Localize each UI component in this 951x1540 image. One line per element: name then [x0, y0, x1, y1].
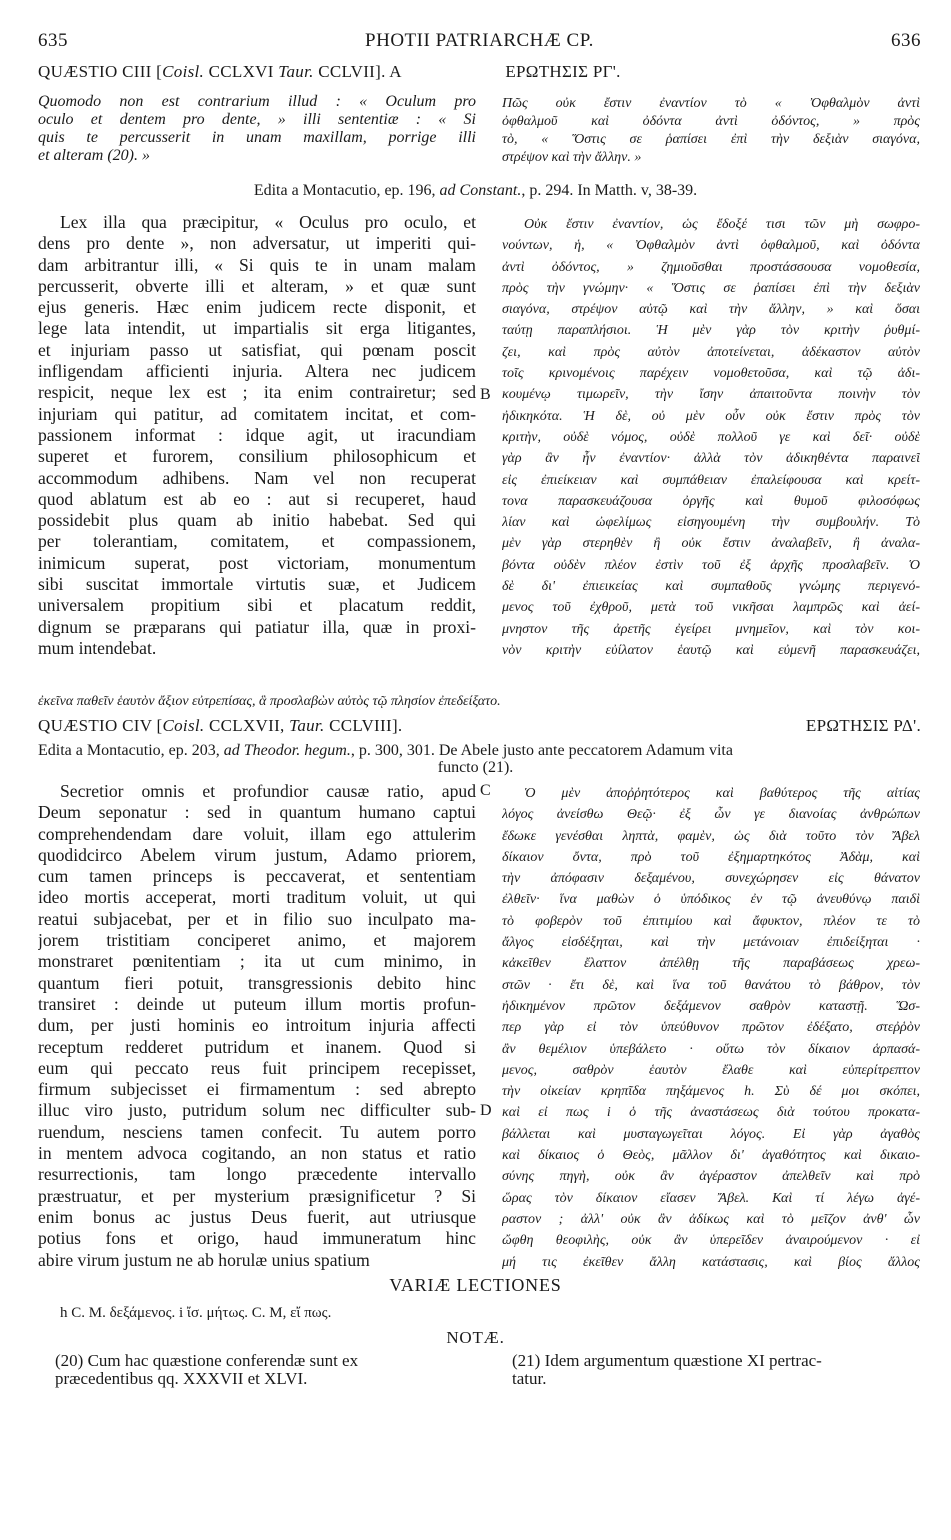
- text-line: jorem tristitiam conciperet animo, et majorem: [38, 930, 476, 951]
- text-line: Ὁ μὲν ἀποῤῥητότερος καὶ βαθύτερος τῆς αἰτίας: [524, 786, 920, 801]
- text-line: ruendum, nesciens tamen confecit. Tu autem porro: [38, 1121, 476, 1142]
- text-line: resurrectionis, tam longo præcedente intervallo: [38, 1164, 476, 1185]
- question-103-heading: QUÆSTIO CIII [Coisl. CCLXVI Taur. CCLVII]. A: [38, 62, 402, 81]
- question-103-latin-text: [38, 212, 476, 659]
- text-line: πρὸς τὴν γνώμην· « Ὅστις σε ῥαπίσει ἐπὶ τὴν δεξιὰν: [502, 280, 920, 296]
- text-line: ἠδικηκότα. Ἡ δὲ, οὐ μὲν οὖν οὐκ ἔστιν πρὸς τὸν: [502, 408, 920, 424]
- running-header: [38, 30, 921, 52]
- text-line: μενος, σαθρὸν ἑαυτὸν ἔλαθε καὶ εὐπερίτρεπτον: [502, 1062, 920, 1078]
- text-line: cum tamen princeps is peccaverat, et sententiam: [38, 866, 476, 887]
- text-line: μενος τοῦ ἐχθροῦ, μετὰ τοῦ νικῆσαι λαμπρῶς καὶ ἀεί-: [502, 600, 920, 616]
- running-title: PHOTII PATRIARCHÆ CP.: [365, 30, 594, 51]
- text-line: ὥρας τὸν δίκαιον εἴασεν Ἄβελ. Καὶ τί λέγω ἀγέ-: [502, 1190, 920, 1206]
- text-line: Deum seponatur : sed in quantum humano captui: [38, 802, 476, 823]
- variae-lectiones-line: h C. M. δεξάμενος. i ἴσ. μήτως. C. M, εἴ πως.: [60, 1305, 332, 1321]
- text-line: eum qui peccato reus fuit principem recepisset,: [38, 1057, 476, 1078]
- text-line: δίκαιον ὄντα, πρὸ τοῦ ἐξημαρτηκότος Ἀδὰμ, καὶ: [502, 849, 920, 865]
- text-line: ἐλθεῖν· ἵνα μαθὼν ὁ ὑπόδικος ἐν τῷ ἀνευθύνῳ παιδὶ: [502, 892, 920, 908]
- text-line: superet et furorem, consilium philosophicum et: [38, 446, 476, 467]
- question-103-edition-note: Edita a Montacutio, ep. 196, ad Constant., p. 294. In Matth. v, 38-39.: [253, 182, 698, 199]
- text-line: εἰς ἐπιείκειαν καὶ συμπάθειαν ἐπαλείφουσα καὶ κρείτ-: [502, 472, 920, 488]
- text-line: βόντα οὐδὲν πλέον ἐστὶν τοῦ ἐξ ἀρχῆς προσλαβεῖν. Ὁ: [502, 557, 920, 573]
- text-line: ejus generis. Hæc enim judicem recte disponit, et: [38, 297, 476, 318]
- text-line: accommodum adhibens. Nam vel non recuperat: [38, 467, 476, 488]
- text-line: καὶ δίκαιος ὁ Θεὸς, μᾶλλον δι' ἀγαθότητος καὶ δικαιο-: [502, 1148, 920, 1164]
- text-line: στῶν · ἔτι δὲ, καὶ ἵνα τοῦ θανάτου τὸ βάθρον, τὸν: [502, 977, 920, 993]
- page-number-right: 636: [891, 30, 921, 51]
- text-line: per tolerantiam, comitatem, et compassionem,: [38, 531, 476, 552]
- text-line: possidebit plus quam ab initio habebat. Sed qui: [38, 510, 476, 531]
- text-line: universalem propitium sibi et placatum reddit,: [38, 595, 476, 616]
- text-line: Οὐκ ἔστιν ἐναντίον, ὡς ἔδοξέ τισι τῶν μὴ σωφρο-: [524, 217, 920, 232]
- question-103-greek-text: [502, 214, 920, 661]
- text-line: κριτὴν, οὐδὲ νόμος, οὐδὲ πολλοῦ γε καὶ δεῖ· οὐδὲ: [502, 429, 920, 445]
- text-line: dam arbitrantur illi, « Si quis te in unam malam: [38, 254, 476, 275]
- text-line: Secretior omnis et profundior causæ ratio, apud: [60, 781, 476, 801]
- text-line: τὸ φοβερὸν τοῦ ἐπιτιμίου καὶ ἄφυκτον, πλέον τε τὸ: [502, 913, 920, 929]
- question-103-greek-heading: ΕΡΩΤΗΣΙΣ ΡΓ'.: [505, 62, 621, 81]
- text-line: νὸν κριτὴν εὐίλατον ἑαυτῷ καὶ εὐμενῆ παρασκευάζει,: [502, 642, 920, 658]
- notae-title: NOTÆ.: [446, 1328, 505, 1347]
- text-line: κουμένῳ τιμωρεῖν, τὴν ἴσην ἀπαιτοῦντα ποινὴν τὸν: [502, 387, 920, 403]
- text-line: τονα παρασκευάζουσα ὀργῆς καὶ θυμοῦ φιλοσόφως: [502, 493, 920, 509]
- text-line: potius fons et origo, haud immuneratum hinc: [38, 1228, 476, 1249]
- text-line: comprehendendam dare voluit, illam ego attulerim: [38, 823, 476, 844]
- text-line: ζει, καὶ πρὸς αὐτὸν ἀποτείνεται, ἀδέκαστον αὐτὸν: [502, 344, 920, 360]
- text-line: ἂν θεμέλιον ὑπεβάλετο · οὕτω τὸν δίκαιον ἁρπασά-: [502, 1041, 920, 1057]
- text-line: λίαν καὶ ὠφελίμως εἰσηγουμένη τὴν συμβουλήν. Τὸ: [502, 515, 920, 531]
- text-line: quodidcirco Abelem virum justum, Adamo priorem,: [38, 844, 476, 865]
- text-line: inimicum superat, post victoriam, monumentum: [38, 552, 476, 573]
- text-line: λόγος ἀνείσθω Θεῷ· ἐξ ὧν γε διανοίας ἀνθρώπων: [502, 807, 920, 823]
- margin-marker-d: D: [480, 1102, 492, 1119]
- text-line: μὲν γὰρ στερηθὲν ἢ οὐκ ἔστιν ἀναλαβεῖν, ἢ ἀναλα-: [502, 536, 920, 552]
- text-line: ἔδωκε γενέσθαι ληπτὰ, φαμὲν, ὡς διὰ τοῦτο τὸν Ἄβελ: [502, 828, 920, 844]
- question-103-greek-title: Πῶς οὐκ ἔστιν ἐναντίον τὸ « Ὀφθαλμὸν ἀντὶ ὀφθαλμοῦ καὶ ὀδόντα ἀντὶ ὀδόντος, » πρὸς τὸ, « Ὅστις σε ῥαπίσει ἐπὶ τὴν δεξιὰν σιαγόνα, στρέψον καὶ τὴν ἄλλην. »: [502, 96, 920, 165]
- text-line: percusserit, obverte illi et alteram, » et quæ sunt: [38, 275, 476, 296]
- text-line: μνηστον τῆς ἀρετῆς ἐγείρει μνημεῖον, καὶ τὸν κοι-: [502, 621, 920, 637]
- text-line: infligendam afficienti injuria. Altera nec judicem: [38, 361, 476, 382]
- text-line: transiret : deinde ut puteum illum mortis profun-: [38, 993, 476, 1014]
- text-line: lege lata intendit, ut impartialis sit erga litigantes,: [38, 318, 476, 339]
- question-104-edition-note-continued: functo (21).: [437, 759, 514, 776]
- text-line: ἀντὶ ὀδόντος, » ζημιοῦσθαι προστάσσουσα νομοθεσία,: [502, 259, 920, 275]
- text-line: quod ablatum est ab eo : aut si recuperet, haud: [38, 488, 476, 509]
- text-line: τοῖς κρινομένοις παρέχειν νομοθετοῦσα, καὶ τῷ ἀδι-: [502, 366, 920, 382]
- text-line: τὴν οἰκείαν κρηπῖδα πηξάμενος h. Σὺ δέ μοι σκόπει,: [502, 1084, 920, 1100]
- variae-lectiones-title: VARIÆ LECTIONES: [389, 1275, 562, 1295]
- text-line: et injuriam passo ut satisfiat, qui pœnam poscit: [38, 339, 476, 360]
- question-104-greek-text: [502, 783, 920, 1273]
- text-line: mum intendebat.: [38, 637, 157, 658]
- text-line: monstraret pœnitentiam ; ita ut cum minimo, in: [38, 951, 476, 972]
- text-line: ideo mortis acceperat, morti traditum voluit, ut qui: [38, 887, 476, 908]
- question-104-edition-note: Edita a Montacutio, ep. 203, ad Theodor. hegum., p. 300, 301. De Abele justo ante peccatorem Adamum vita: [38, 742, 733, 759]
- text-line: dens pro dente », non adversatur, ut imperiti qui-: [38, 233, 476, 254]
- text-line: quantum fieri potuit, transgressionis debito hinc: [38, 972, 476, 993]
- text-line: receptum redderet putridum et inanem. Quod si: [38, 1036, 476, 1057]
- text-line: firmum subjecisset ei firmamentum : sed abrepto: [38, 1079, 476, 1100]
- text-line: Lex illa qua præcipitur, « Oculus pro oculo, et: [60, 212, 476, 232]
- text-line: respicit, neque lex est ; ita enim contrairetur; sed: [38, 382, 476, 403]
- page-number-left: 635: [38, 30, 68, 51]
- text-line: κἀκεῖθεν ἔλαττον ἀπέλθῃ τῆς παραβάσεως χρεω-: [502, 956, 920, 972]
- text-line: sibi suscitat immortale virtutis suæ, et Judicem: [38, 574, 476, 595]
- text-line: τὴν ἀπόφασιν δεξαμένου, συνεχώρησεν εἰς θάνατον: [502, 871, 920, 887]
- text-line: περ γὰρ εἰ τὸν ὑπεύθυνον πρῶτον ἐδέξατο, στεῤῥὸν: [502, 1020, 920, 1036]
- note-21: (21) Idem argumentum quæstione XI pertrac- tatur.: [512, 1352, 822, 1388]
- text-line: βάλλεται καὶ μυσταγωγεῖται λόγος. Εἰ γὰρ ἀγαθὸς: [502, 1126, 920, 1142]
- text-line: σιαγόνα, στρέψον αὐτῷ καὶ τὴν ἄλλην, » καὶ ὅσαι: [502, 302, 920, 318]
- note-20: (20) Cum hac quæstione conferendæ sunt ex præcedentibus qq. XXXVII et XLVI.: [55, 1352, 359, 1388]
- text-line: δὲ δι' ἐπιεικείας καὶ συμπαθοῦς γνώμης περιγενό-: [502, 579, 920, 595]
- question-104-greek-heading: ΕΡΩΤΗΣΙΣ ΡΔ'.: [805, 716, 921, 735]
- text-line: in mentem advoca cogitando, an non status et ratio: [38, 1143, 476, 1164]
- text-line: dum, per justi hominis eo introitum injuria affecti: [38, 1015, 476, 1036]
- text-line: passionem informat : idque agit, ut iracundiam: [38, 424, 476, 445]
- text-line: præstruatur, et per mysterium præsignificetur ? Si: [38, 1185, 476, 1206]
- text-line: γὰρ ἂν ἦν ἐναντίον· ἀλλὰ τὸν ἀδικηθέντα παραινεῖ: [502, 451, 920, 467]
- text-line: dignum se præparans qui patiatur illa, quæ in proxi-: [38, 616, 476, 637]
- text-line: ὤφθη θεοφιλὴς, οὐκ ἂν ὑπερεῖδεν ἀναιρούμενον · εἰ: [502, 1233, 920, 1249]
- text-line: abire virum justum ne ab horulæ unius spatium: [38, 1249, 370, 1270]
- text-line: ταύτῃ παραπλήσιοι. Ἡ μὲν γὰρ τὸν κριτὴν ῥυθμί-: [502, 323, 920, 339]
- question-103-latin-title: Quomodo non est contrarium illud : « Oculum pro oculo et dentem pro dente, » illi sententiæ : « Si quis te percusserit in unam maxillam, porrige illi et alteram (20). »: [38, 93, 476, 164]
- text-line: νούντων, ἡ, « Ὀφθαλμὸν ἀντὶ ὀφθαλμοῦ, καὶ ὀδόντα: [502, 238, 920, 254]
- text-line: καὶ εἰ πως i ὁ τῆς ἀναστάσεως διὰ τούτου προκατα-: [502, 1105, 920, 1121]
- text-line: ἄλγος εἰσδέξηται, καὶ τὴν μετάνοιαν ἐπιδείξηται ·: [502, 935, 920, 951]
- margin-marker-b: B: [480, 386, 491, 403]
- text-line: ἠδικημένον πρῶτον δεξάμενον σαθρὸν καταστῇ. Ὥσ-: [502, 998, 920, 1014]
- text-line: σύνης πηγὴ, οὐκ ἂν ἀγέραστον ἀπελθεῖν καὶ πρὸ: [502, 1169, 920, 1185]
- text-line: μή τις ἐκεῖθεν ἄλλη κατάστασις, καὶ βίος ἄλλος: [502, 1254, 920, 1270]
- text-line: enim bonus ac justus Deus fuerit, aut utriusque: [38, 1206, 476, 1227]
- text-line: reatui subjacebat, per et in filio suo inculpato ma-: [38, 908, 476, 929]
- text-line: injuriam qui patitur, ad comitatem incitat, et com-: [38, 403, 476, 424]
- text-line: illuc viro justo, putridum solum nec difficulter sub-: [38, 1100, 476, 1121]
- margin-marker-c: C: [480, 782, 491, 799]
- question-103-greek-closing-line: ἐκεῖνα παθεῖν ἑαυτὸν ἄξιον εὐτρεπίσας, ἃ προσλαβὼν αὐτὸς τῷ πλησίον ἐπεδείξατο.: [38, 694, 501, 709]
- text-line: ραστον ; ἀλλ' οὐκ ἂν ἀδίκως καὶ τὸ μεῖζον ἀνθ' ὧν: [502, 1211, 920, 1227]
- question-104-latin-text: [38, 781, 476, 1271]
- question-104-heading: QUÆSTIO CIV [Coisl. CCLXVII, Taur. CCLVIII].: [38, 716, 403, 735]
